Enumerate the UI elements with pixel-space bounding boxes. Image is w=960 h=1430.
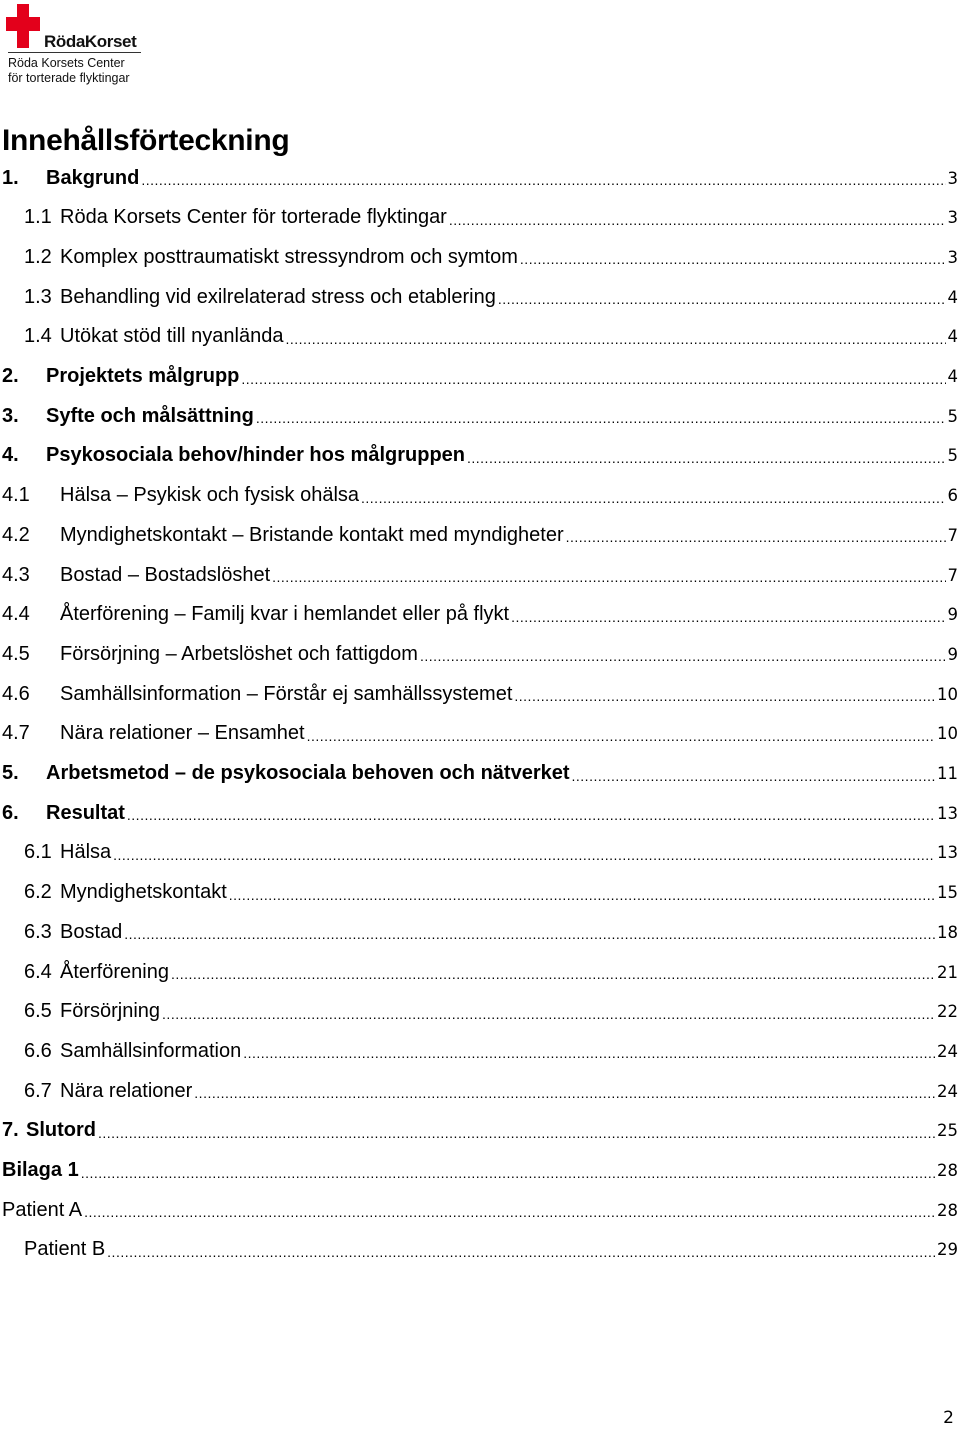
toc-dot-leader — [514, 684, 935, 704]
toc-entry-number: 6.6 — [24, 1039, 52, 1062]
toc-dot-leader — [272, 565, 945, 585]
toc-entry-number: 5. — [2, 762, 19, 784]
toc-entry-page: 5 — [947, 406, 958, 426]
toc-entry[interactable] — [2, 476, 958, 516]
toc-entry-label: Slutord — [26, 1119, 96, 1142]
toc-dot-leader — [498, 287, 946, 307]
toc-entry[interactable] — [24, 237, 958, 277]
toc-dot-leader — [127, 803, 935, 823]
toc-dot-leader — [520, 247, 946, 267]
toc-entry-page: 18 — [937, 922, 958, 942]
toc-entry-number: 4.1 — [2, 484, 30, 507]
toc-entry[interactable] — [24, 912, 958, 952]
toc-entry-label: Samhällsinformation — [60, 1039, 242, 1062]
toc-entry[interactable] — [24, 833, 958, 873]
toc-entry-number: 6.5 — [24, 1000, 52, 1023]
toc-entry-number: 6.3 — [24, 920, 52, 943]
toc-entry-label: Hälsa — [60, 841, 112, 864]
toc-entry-page: 5 — [947, 446, 958, 466]
toc-entry[interactable] — [24, 277, 958, 317]
toc-dot-leader — [98, 1121, 935, 1141]
toc-entry[interactable] — [2, 357, 958, 397]
toc-entry-number: 2. — [2, 365, 19, 387]
toc-entry-page: 4 — [947, 367, 958, 386]
toc-entry-label: Bostad — [60, 920, 123, 943]
toc-entry[interactable] — [24, 1031, 958, 1071]
toc-entry-label: Syfte och målsättning — [46, 404, 254, 427]
toc-entry-number: 6.4 — [24, 960, 52, 983]
toc-entry-page: 15 — [937, 883, 958, 903]
toc-entry-label: Återförening — [60, 960, 169, 983]
toc-dot-leader — [81, 1161, 935, 1181]
toc-entry-label: Patient A — [2, 1198, 83, 1221]
toc-entry-number: 6. — [2, 801, 19, 824]
toc-entry-label: Röda Korsets Center för torterade flyktingar — [60, 206, 447, 229]
toc-entry[interactable] — [24, 198, 958, 238]
toc-entry-number: 1.3 — [24, 285, 52, 308]
toc-entry-page: 7 — [947, 565, 958, 585]
toc-dot-leader — [572, 764, 935, 784]
toc-dot-leader — [171, 962, 935, 982]
toc-entry[interactable] — [24, 1230, 958, 1270]
toc-entry-label: Samhällsinformation – Förstår ej samhällssystemet — [60, 682, 513, 705]
toc-entry-label: Försörjning – Arbetslöshet och fattigdom — [60, 642, 418, 665]
toc-entry-page: 3 — [947, 168, 958, 188]
toc-entry-page: 28 — [937, 1200, 958, 1220]
toc-entry-page: 10 — [937, 724, 958, 744]
toc-entry[interactable] — [2, 1111, 958, 1151]
toc-entry-number: 1. — [2, 166, 19, 189]
toc-entry-label: Projektets målgrupp — [46, 365, 240, 387]
toc-entry-number: 4.6 — [2, 682, 30, 705]
toc-dot-leader — [229, 883, 935, 903]
toc-dot-leader — [285, 327, 945, 347]
toc-entry-page: 25 — [937, 1121, 958, 1141]
toc-dot-leader — [113, 843, 935, 863]
toc-entry[interactable] — [2, 634, 958, 674]
toc-entry-number: 6.7 — [24, 1079, 52, 1102]
toc-entry-label: Återförening – Familj kvar i hemlandet eller på flykt — [60, 603, 510, 626]
toc-entry-page: 21 — [937, 962, 958, 982]
toc-entry-page: 3 — [947, 247, 958, 267]
toc-entry-number: 6.2 — [24, 881, 52, 904]
toc-entry-label: Komplex posttraumatiskt stressyndrom och symtom — [60, 245, 518, 268]
toc-entry[interactable] — [2, 1151, 958, 1191]
toc-entry[interactable] — [2, 396, 958, 436]
toc-entry-number: 4.3 — [2, 563, 30, 586]
toc-dot-leader — [84, 1200, 935, 1220]
toc-dot-leader — [361, 486, 945, 506]
toc-entry[interactable] — [24, 992, 958, 1032]
toc-entry-number: 1.4 — [24, 325, 52, 348]
toc-entry-label: Bakgrund — [46, 166, 140, 189]
toc-entry-page: 28 — [937, 1161, 958, 1180]
toc-entry-page: 22 — [937, 1002, 958, 1022]
toc-entry-page: 4 — [947, 287, 958, 307]
red-cross-icon — [6, 4, 40, 48]
toc-entry-label: Myndighetskontakt – Bristande kontakt med myndigheter — [60, 523, 564, 546]
toc-dot-leader — [107, 1240, 935, 1260]
toc-dot-leader — [566, 525, 946, 545]
toc-entry[interactable] — [24, 317, 958, 357]
toc-entry[interactable] — [2, 436, 958, 476]
toc-entry-page: 11 — [937, 764, 958, 783]
toc-entry-number: 1.1 — [24, 206, 52, 229]
toc-entry-label: Behandling vid exilrelaterad stress och etablering — [60, 285, 496, 308]
toc-dot-leader — [307, 724, 935, 744]
toc-entry[interactable] — [24, 1071, 958, 1111]
toc-entry-number: 6.1 — [24, 841, 52, 864]
toc-entry-label: Nära relationer — [60, 1079, 193, 1102]
logo-subtitle-line-1: Röda Korsets Center — [8, 56, 125, 70]
toc-title: Innehållsförteckning — [2, 124, 290, 157]
toc-entry[interactable] — [2, 158, 958, 198]
toc-dot-leader — [243, 1041, 935, 1061]
toc-entry-number: 4.2 — [2, 523, 30, 546]
logo-subtitle-line-2: för torterade flyktingar — [8, 71, 130, 85]
toc-entry-number: 7. — [2, 1119, 19, 1142]
toc-entry-page: 9 — [947, 605, 958, 625]
toc-entry-label: Resultat — [46, 801, 125, 824]
toc-entry[interactable] — [2, 595, 958, 635]
toc-dot-leader — [162, 1002, 935, 1022]
toc-dot-leader — [420, 644, 946, 664]
toc-entry-label: Bostad – Bostadslöshet — [60, 563, 271, 586]
toc-dot-leader — [511, 605, 945, 625]
toc-entry[interactable] — [2, 793, 958, 833]
toc-entry[interactable] — [2, 754, 958, 794]
toc-entry-number: 4.4 — [2, 603, 30, 626]
toc-entry-number: 4.5 — [2, 642, 30, 665]
toc-entry-page: 7 — [947, 525, 958, 545]
toc-entry[interactable] — [2, 1190, 958, 1230]
toc-dot-leader — [194, 1081, 935, 1101]
toc-entry-page: 4 — [947, 327, 958, 347]
toc-entry-page: 13 — [937, 843, 958, 863]
toc-entry-number: 3. — [2, 404, 19, 427]
toc-entry-page: 3 — [947, 208, 958, 228]
toc-entry-page: 6 — [947, 486, 958, 506]
toc-entry-page: 24 — [937, 1041, 958, 1061]
toc-entry-label: Nära relationer – Ensamhet — [60, 722, 305, 745]
red-cross-logo — [0, 0, 160, 95]
logo-subtitle — [8, 56, 130, 86]
toc-entry-label: Myndighetskontakt — [60, 881, 227, 904]
toc-entry-page: 29 — [937, 1240, 958, 1260]
toc-dot-leader — [124, 922, 935, 942]
toc-entry-label: Psykosociala behov/hinder hos målgruppen — [46, 444, 465, 467]
toc-entry[interactable] — [2, 674, 958, 714]
toc-entry-label: Arbetsmetod – de psykosociala behoven och nätverket — [46, 762, 570, 784]
toc-entry-page: 9 — [947, 644, 958, 664]
logo-divider — [8, 52, 141, 53]
toc-dot-leader — [241, 367, 945, 387]
toc-entry-number: 4. — [2, 444, 19, 467]
toc-entry[interactable] — [24, 952, 958, 992]
toc-entry-label: Försörjning — [60, 1000, 161, 1023]
toc-entry-label: Utökat stöd till nyanlända — [60, 325, 284, 348]
toc-entry-number: 1.2 — [24, 245, 52, 268]
toc-dot-leader — [467, 446, 946, 466]
toc-entry[interactable] — [2, 515, 958, 555]
toc-entry-label: Hälsa – Psykisk och fysisk ohälsa — [60, 484, 360, 507]
toc-entry-page: 24 — [937, 1081, 958, 1101]
toc-entry[interactable] — [2, 555, 958, 595]
toc-entry-number: 4.7 — [2, 722, 30, 745]
toc-entry-label: Patient B — [24, 1238, 106, 1261]
toc-entry-page: 10 — [937, 684, 958, 704]
page-number: 2 — [943, 1408, 954, 1428]
toc-entry-page: 13 — [937, 803, 958, 823]
logo-name: RödaKorset — [44, 32, 137, 51]
toc-entry[interactable] — [24, 873, 958, 913]
toc-entry[interactable] — [2, 714, 958, 754]
toc-entry-label: Bilaga 1 — [2, 1159, 79, 1181]
toc-dot-leader — [256, 406, 946, 426]
toc-dot-leader — [141, 168, 945, 188]
toc-dot-leader — [449, 208, 946, 228]
